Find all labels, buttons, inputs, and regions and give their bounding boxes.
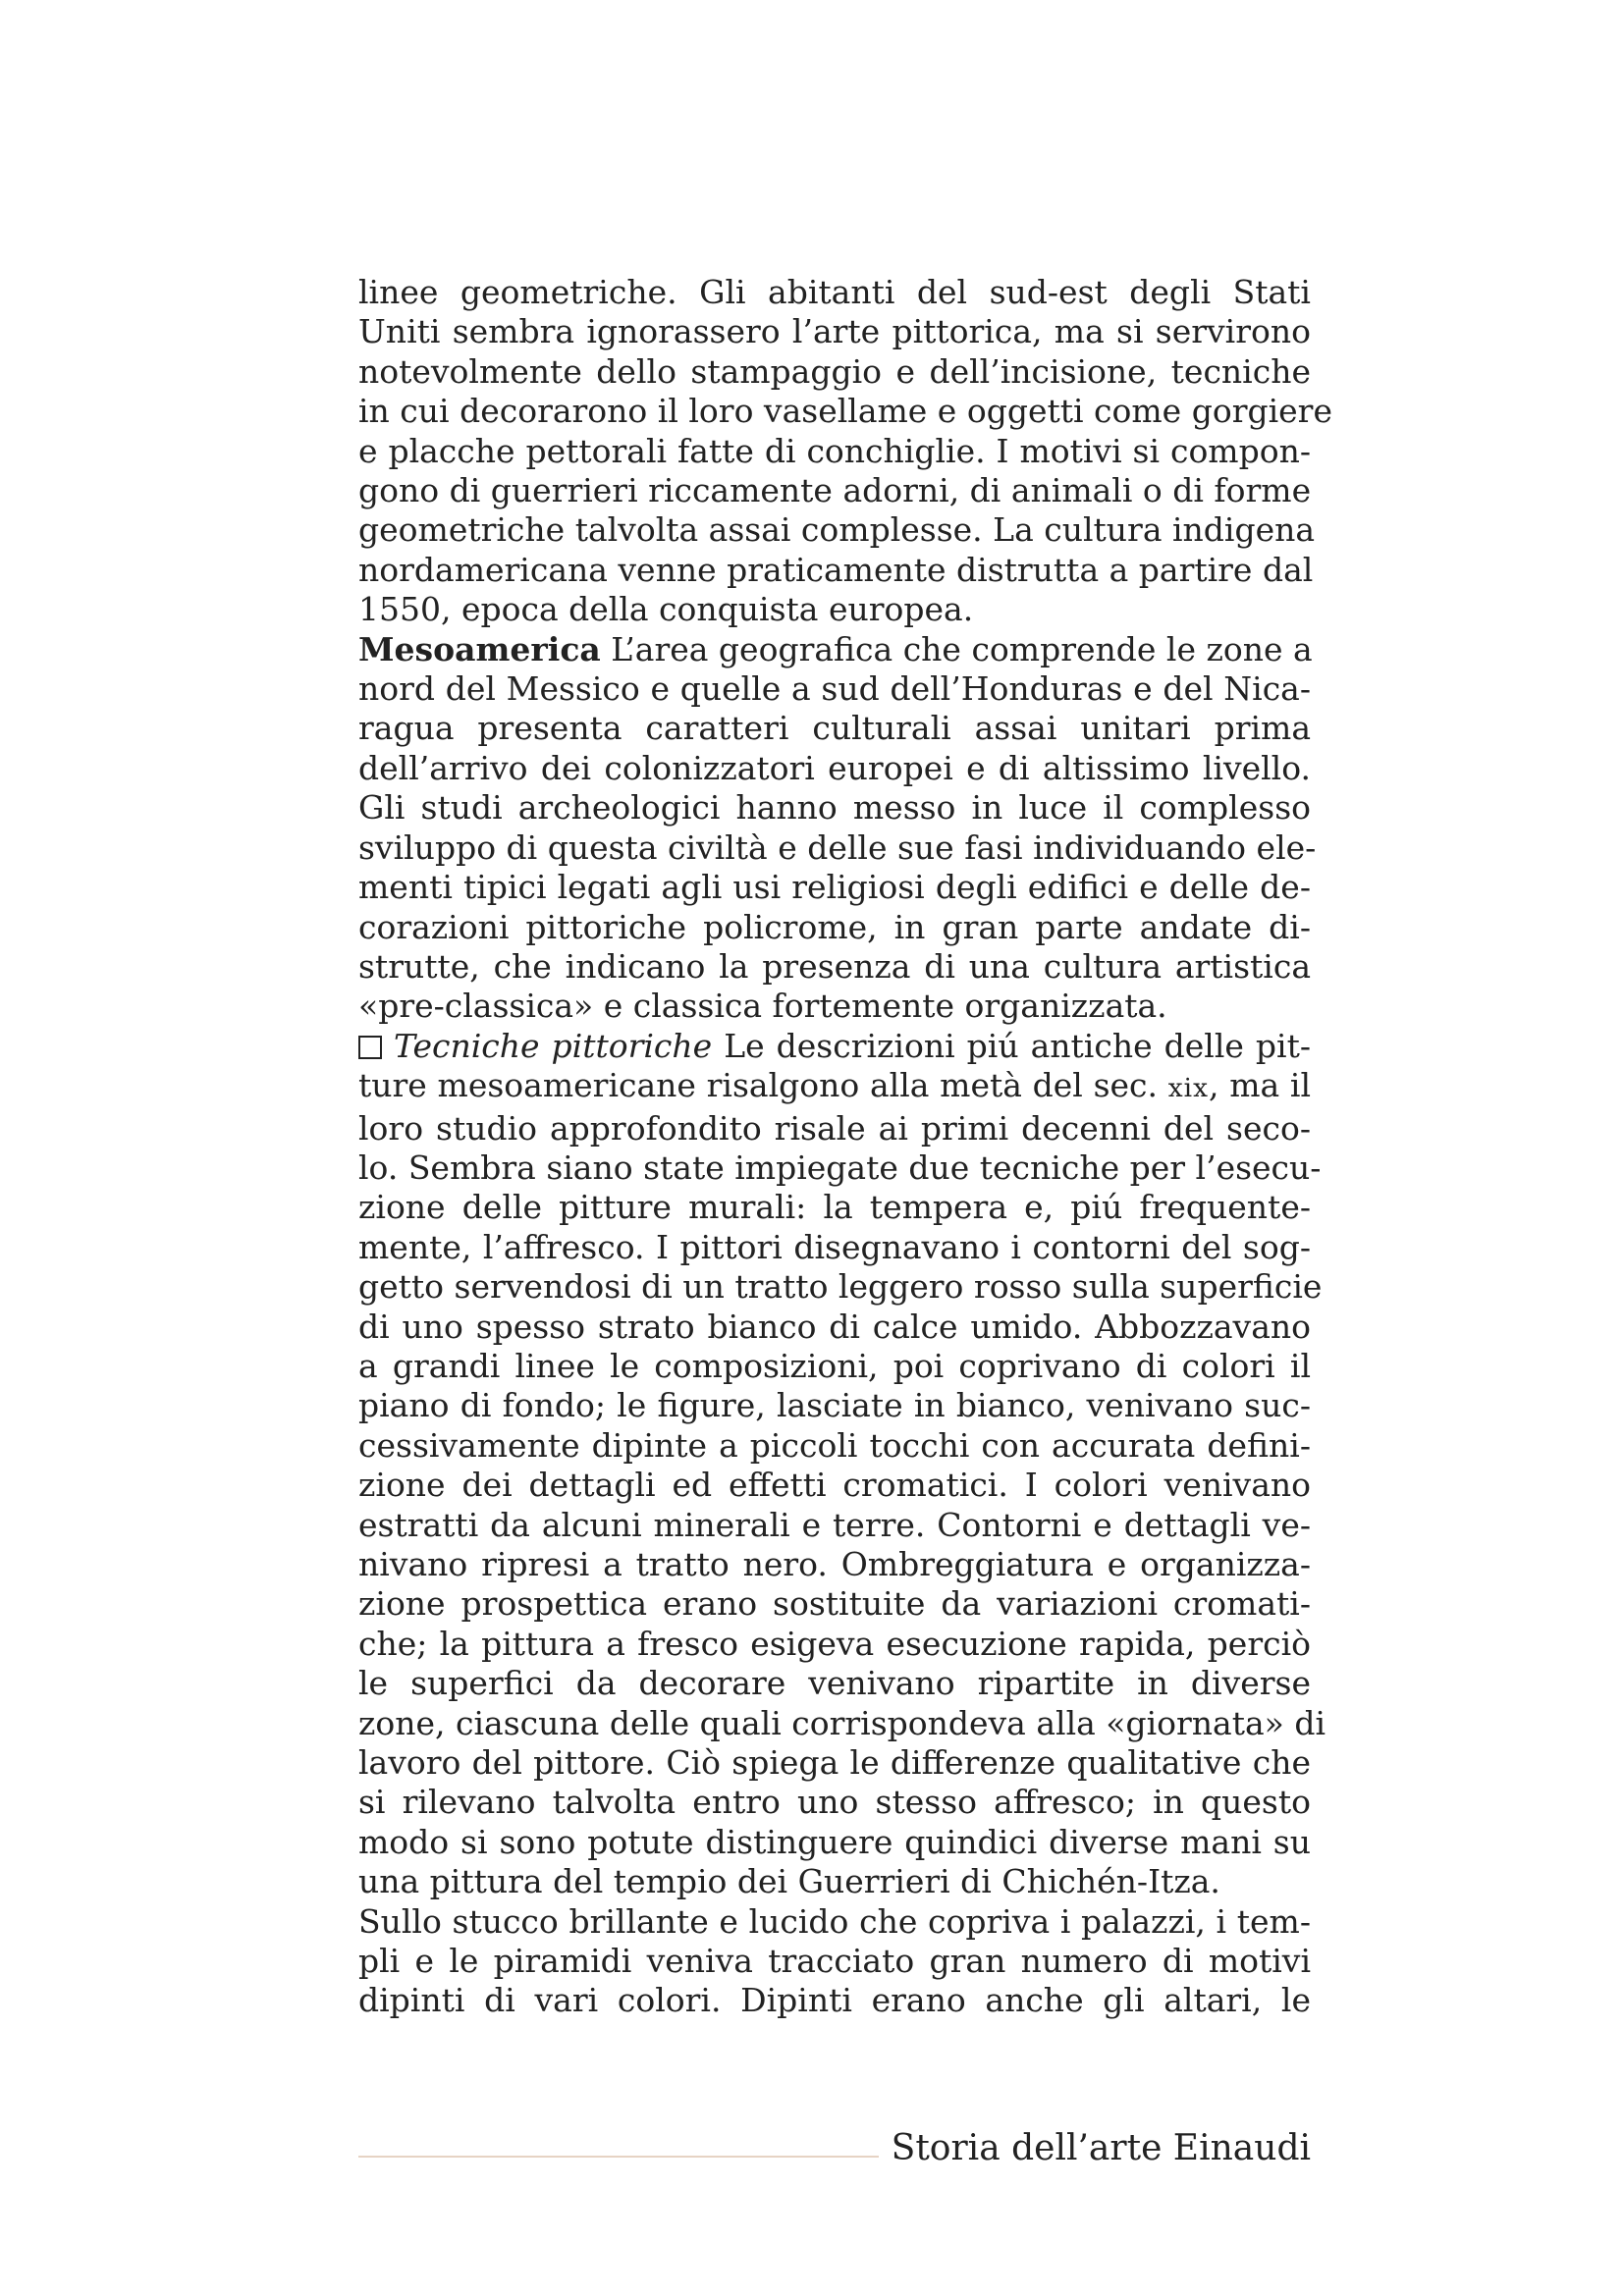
text-line: geometriche talvolta assai complesse. La cultura indigena — [358, 510, 1316, 550]
text-line: linee geometriche. Gli abitanti del sud-est degli Stati — [358, 273, 1311, 311]
text-line: Uniti sembra ignorassero l’arte pittorica, ma si servirono — [358, 312, 1311, 351]
line-segment: ture mesoamericane risalgono alla metà del sec. — [358, 1066, 1168, 1105]
text-line: zione prospettica erano sostituite da variazioni cromati- — [358, 1584, 1311, 1624]
text-line: gono di guerrieri riccamente adorni, di animali o di forme — [358, 471, 1312, 510]
paragraph-mesoamerica — [358, 629, 1317, 1027]
subsection-heading-tecniche: Tecniche pittoriche — [394, 1026, 713, 1065]
text-line: ragua presenta caratteri culturali assai unitari prima — [358, 709, 1311, 748]
text-line: in cui decorarono il loro vasellame e oggetti come gorgiere — [358, 392, 1332, 431]
text-line: nord del Messico e quelle a sud dell’Honduras e del Nica- — [358, 669, 1311, 709]
text-line: menti tipici legati agli usi religiosi degli edifici e delle de- — [358, 868, 1311, 907]
text-line: di uno spesso strato bianco di calce umido. Abbozzavano — [358, 1307, 1311, 1346]
text-line: zone, ciascuna delle quali corrispondeva alla «giornata» di — [358, 1703, 1326, 1742]
text-line: mente, l’affresco. I pittori disegnavano i contorni del sog- — [358, 1227, 1311, 1266]
text-line: notevolmente dello stampaggio e dell’incisione, tecniche — [358, 351, 1311, 391]
text-line: Sullo stucco brillante e lucido che copriva i palazzi, i tem- — [358, 1901, 1311, 1941]
text-line: modo si sono potute distinguere quindici diverse mani su — [358, 1822, 1311, 1861]
text-line — [358, 1027, 1311, 1066]
square-bullet-icon — [358, 1036, 382, 1059]
text-line: 1550, epoca della conquista europea. — [358, 590, 974, 629]
body-text — [358, 273, 1332, 2021]
line-segment: , ma il — [1208, 1066, 1312, 1105]
text-line: cessivamente dipinte a piccoli tocchi con accurata defini- — [358, 1425, 1311, 1465]
text-line: dipinti di vari colori. Dipinti erano anche gli altari, le — [358, 1981, 1311, 2020]
footer-rule — [358, 2156, 879, 2158]
text-line: che; la pittura a fresco esigeva esecuzione rapida, perciò — [358, 1624, 1311, 1663]
text-line — [358, 1066, 1311, 1108]
text-line: zione delle pitture murali: la tempera e, piú frequente- — [358, 1188, 1311, 1227]
subheading-line-rest: Le descrizioni piú antiche delle pit- — [712, 1026, 1311, 1065]
text-line: lo. Sembra siano state impiegate due tecniche per l’esecu- — [358, 1148, 1322, 1187]
text-line: getto servendosi di un tratto leggero rosso sulla superficie — [358, 1267, 1323, 1307]
footer-book-title: Storia dell’arte Einaudi — [891, 2128, 1311, 2168]
text-line: sviluppo di questa civiltà e delle sue fasi individuando ele- — [358, 828, 1317, 867]
text-line: estratti da alcuni minerali e terre. Contorni e dettagli ve- — [358, 1505, 1311, 1544]
text-line: e placche pettorali fatte di conchiglie. I motivi si compon- — [358, 431, 1311, 470]
text-line: nordamericana venne praticamente distrutta a partire dal — [358, 550, 1314, 589]
text-line: zione dei dettagli ed effetti cromatici. I colori venivano — [358, 1466, 1311, 1505]
text-line: Gli studi archeologici hanno messo in luce il complesso — [358, 788, 1311, 828]
text-line: dell’arrivo dei colonizzatori europei e di altissimo livello. — [358, 748, 1311, 787]
text-line: corazioni pittoriche policrome, in gran parte andate di- — [358, 907, 1311, 946]
text-line: a grandi linee le composizioni, poi coprivano di colori il — [358, 1346, 1311, 1385]
text-line: si rilevano talvolta entro uno stesso affresco; in questo — [358, 1783, 1311, 1822]
text-line: loro studio approfondito risale ai primi decenni del seco- — [358, 1108, 1311, 1148]
paragraph-stucco — [358, 1902, 1311, 2021]
heading-line-rest: L’area geografica che comprende le zone a — [600, 629, 1313, 668]
text-line: le superfici da decorare venivano ripartite in diverse — [358, 1664, 1311, 1703]
text-line: «pre-classica» e classica fortemente organizzata. — [358, 987, 1167, 1026]
text-line: una pittura del tempio dei Guerrieri di Chichén-Itza. — [358, 1862, 1220, 1901]
section-heading-mesoamerica: Mesoamerica — [358, 629, 601, 668]
text-line: piano di fondo; le figure, lasciate in bianco, venivano suc- — [358, 1386, 1311, 1425]
text-line: lavoro del pittore. Ciò spiega le differenze qualitative che — [358, 1743, 1311, 1783]
page-footer — [358, 2128, 1311, 2177]
text-line — [358, 630, 1311, 669]
paragraph-north-america — [358, 273, 1332, 630]
text-line: nivano ripresi a tratto nero. Ombreggiatura e organizza- — [358, 1545, 1311, 1583]
text-line: pli e le piramidi veniva tracciato gran numero di motivi — [358, 1942, 1311, 1981]
paragraph-tecniche-pittoriche — [358, 1026, 1326, 1902]
century-numeral: xix — [1167, 1073, 1209, 1104]
text-line: strutte, che indicano la presenza di una cultura artistica — [358, 946, 1311, 986]
